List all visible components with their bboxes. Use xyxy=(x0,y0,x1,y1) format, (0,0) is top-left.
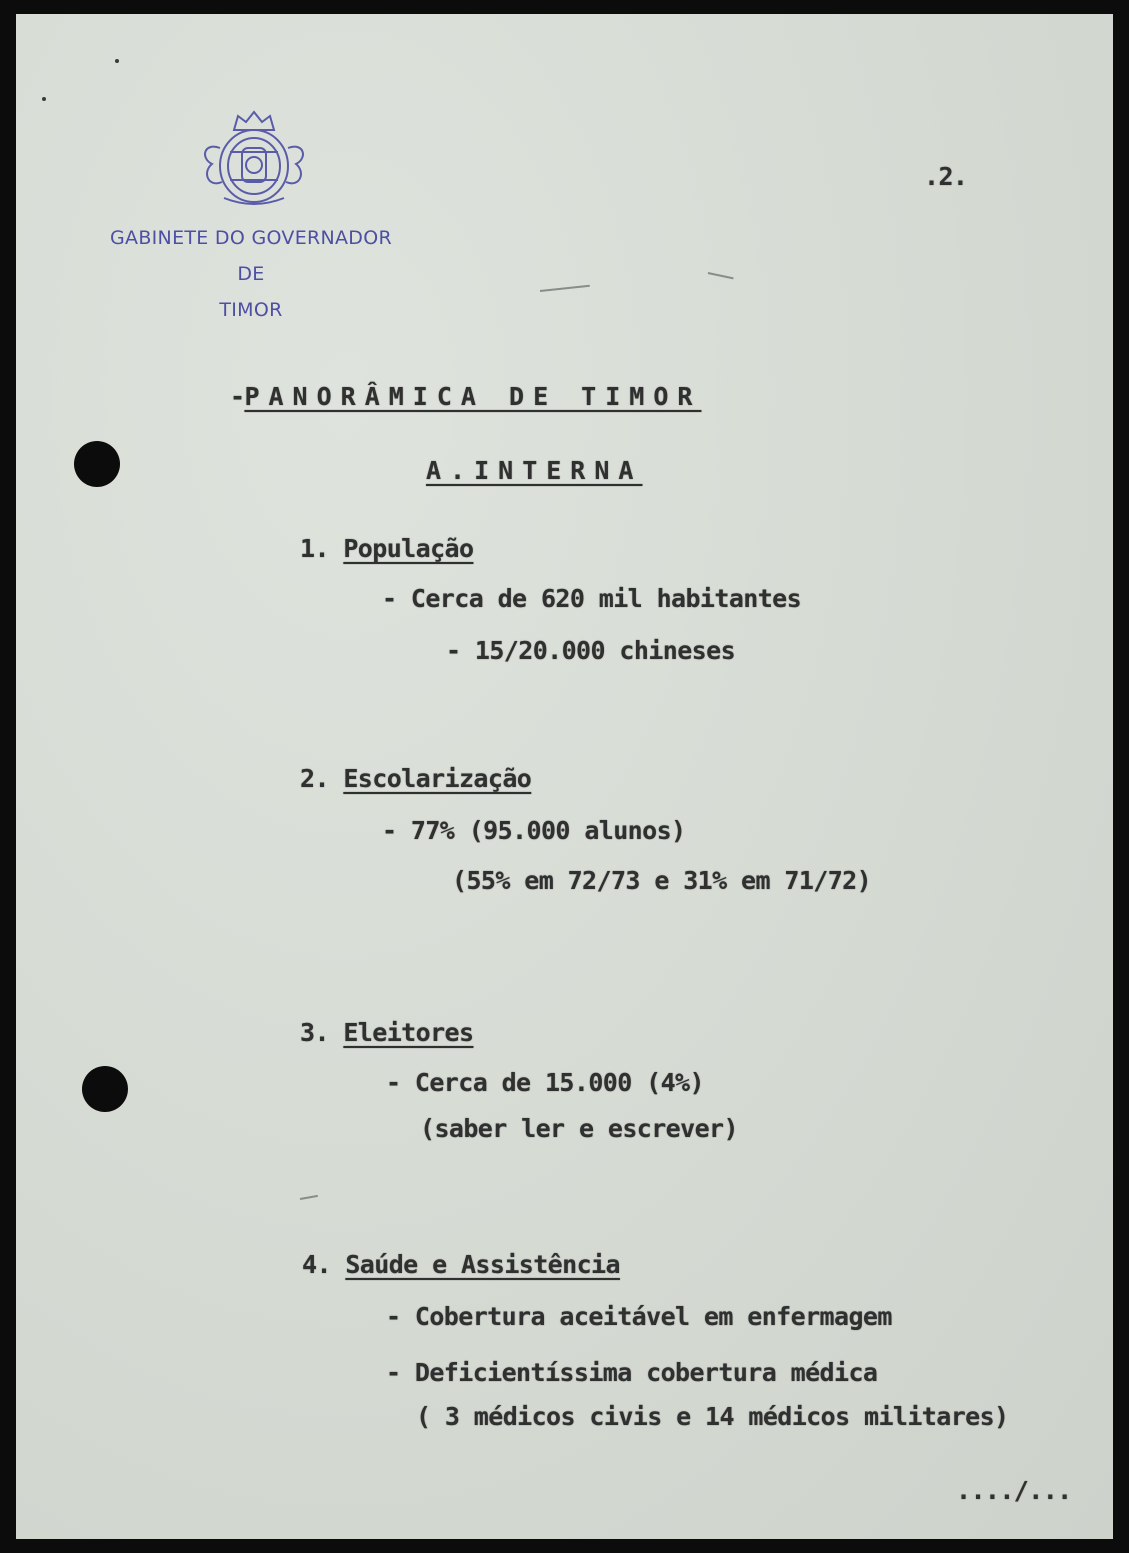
letterhead-line-3: TIMOR xyxy=(219,299,283,321)
continuation-mark: ..../... xyxy=(956,1476,1072,1505)
section-4-heading xyxy=(302,1250,620,1279)
page-number: .2. xyxy=(924,162,968,191)
letterhead-line-2: DE xyxy=(237,263,265,285)
title-dash: - xyxy=(230,382,245,411)
section-number: 3. xyxy=(300,1018,329,1047)
title-text: PANORÂMICA DE TIMOR xyxy=(244,382,702,411)
section-number: 2. xyxy=(300,764,329,793)
page-subtitle xyxy=(426,456,642,485)
section-title: Eleitores xyxy=(343,1018,474,1047)
section-4-line-1: - Cobertura aceitável em enfermagem xyxy=(386,1302,892,1331)
document-page xyxy=(16,14,1113,1539)
section-1-line-1: - Cerca de 620 mil habitantes xyxy=(382,584,802,613)
section-4-line-3: ( 3 médicos civis e 14 médicos militares) xyxy=(416,1402,1009,1431)
section-title: População xyxy=(343,534,474,563)
section-1-line-2: - 15/20.000 chineses xyxy=(446,636,736,665)
section-2-line-2: (55% em 72/73 e 31% em 71/72) xyxy=(452,866,872,895)
subtitle-text: A.INTERNA xyxy=(426,456,643,485)
section-2-heading xyxy=(300,764,531,793)
section-3-heading xyxy=(300,1018,473,1047)
pencil-mark xyxy=(540,285,590,292)
section-3-line-2: (saber ler e escrever) xyxy=(420,1114,738,1143)
section-3-line-1: - Cerca de 15.000 (4%) xyxy=(386,1068,704,1097)
ink-speck xyxy=(42,97,46,101)
pencil-mark xyxy=(300,1195,318,1200)
pencil-mark xyxy=(708,272,734,279)
section-title: Saúde e Assistência xyxy=(345,1250,620,1279)
letterhead-line-1: GABINETE DO GOVERNADOR xyxy=(110,227,392,249)
ink-speck xyxy=(115,59,119,63)
section-number: 4. xyxy=(302,1250,331,1279)
punch-hole-top xyxy=(74,441,120,487)
letterhead xyxy=(66,220,436,328)
section-number: 1. xyxy=(300,534,329,563)
section-2-line-1: - 77% (95.000 alunos) xyxy=(382,816,686,845)
section-title: Escolarização xyxy=(343,764,532,793)
punch-hole-bottom xyxy=(82,1066,128,1112)
page-title xyxy=(230,382,701,411)
coat-of-arms-seal-icon xyxy=(194,102,314,212)
section-4-line-2: - Deficientíssima cobertura médica xyxy=(386,1358,878,1387)
section-1-heading xyxy=(300,534,473,563)
